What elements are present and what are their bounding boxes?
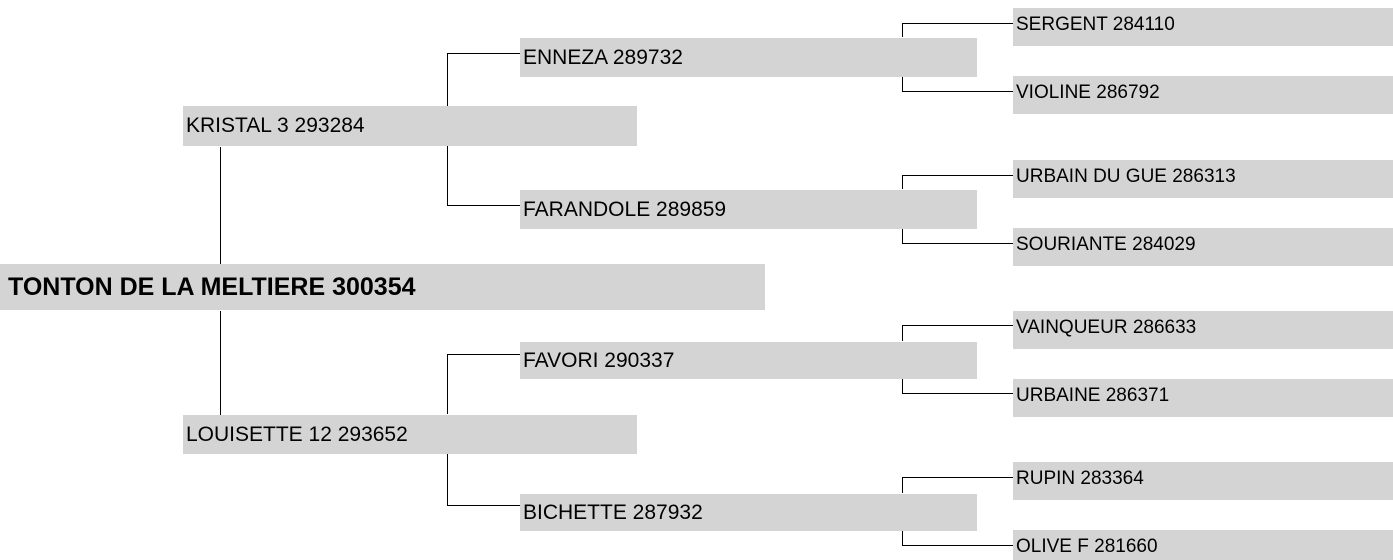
- connector-line: [902, 379, 903, 394]
- great-grandparent-box: VAINQUEUR 286633: [1013, 311, 1393, 349]
- connector-line: [902, 477, 903, 493]
- connector-line: [220, 311, 221, 415]
- connector-line: [447, 354, 448, 414]
- great-grandparent-box: SERGENT 284110: [1013, 8, 1393, 46]
- connector-line: [902, 243, 1015, 244]
- connector-line: [902, 393, 1015, 394]
- connector-line: [902, 229, 903, 244]
- dam-box: LOUISETTE 12 293652: [183, 415, 637, 454]
- connector-line: [447, 354, 522, 355]
- connector-line: [902, 531, 903, 546]
- great-grandparent-box: SOURIANTE 284029: [1013, 228, 1393, 266]
- connector-line: [902, 175, 903, 189]
- connector-line: [902, 23, 1015, 24]
- connector-line: [902, 325, 903, 341]
- paternal-granddam-box: FARANDOLE 289859: [520, 190, 977, 229]
- maternal-grandsire-box: FAVORI 290337: [520, 342, 977, 379]
- connector-line: [220, 147, 221, 264]
- connector-line: [447, 454, 448, 506]
- maternal-granddam-box: BICHETTE 287932: [520, 494, 977, 531]
- connector-line: [447, 205, 522, 206]
- connector-line: [447, 505, 522, 506]
- connector-line: [447, 53, 448, 106]
- connector-line: [447, 146, 448, 206]
- connector-line: [902, 77, 903, 92]
- sire-box: KRISTAL 3 293284: [183, 106, 637, 146]
- great-grandparent-box: RUPIN 283364: [1013, 462, 1393, 500]
- connector-line: [902, 545, 1015, 546]
- great-grandparent-box: URBAIN DU GUE 286313: [1013, 160, 1393, 198]
- connector-line: [902, 23, 903, 37]
- connector-line: [447, 53, 522, 54]
- great-grandparent-box: OLIVE F 281660: [1013, 530, 1393, 560]
- connector-line: [902, 477, 1015, 478]
- subject-box: TONTON DE LA MELTIERE 300354: [0, 264, 765, 310]
- great-grandparent-box: VIOLINE 286792: [1013, 76, 1393, 114]
- connector-line: [902, 175, 1015, 176]
- great-grandparent-box: URBAINE 286371: [1013, 379, 1393, 417]
- connector-line: [902, 91, 1015, 92]
- paternal-grandsire-box: ENNEZA 289732: [520, 38, 977, 77]
- connector-line: [902, 325, 1015, 326]
